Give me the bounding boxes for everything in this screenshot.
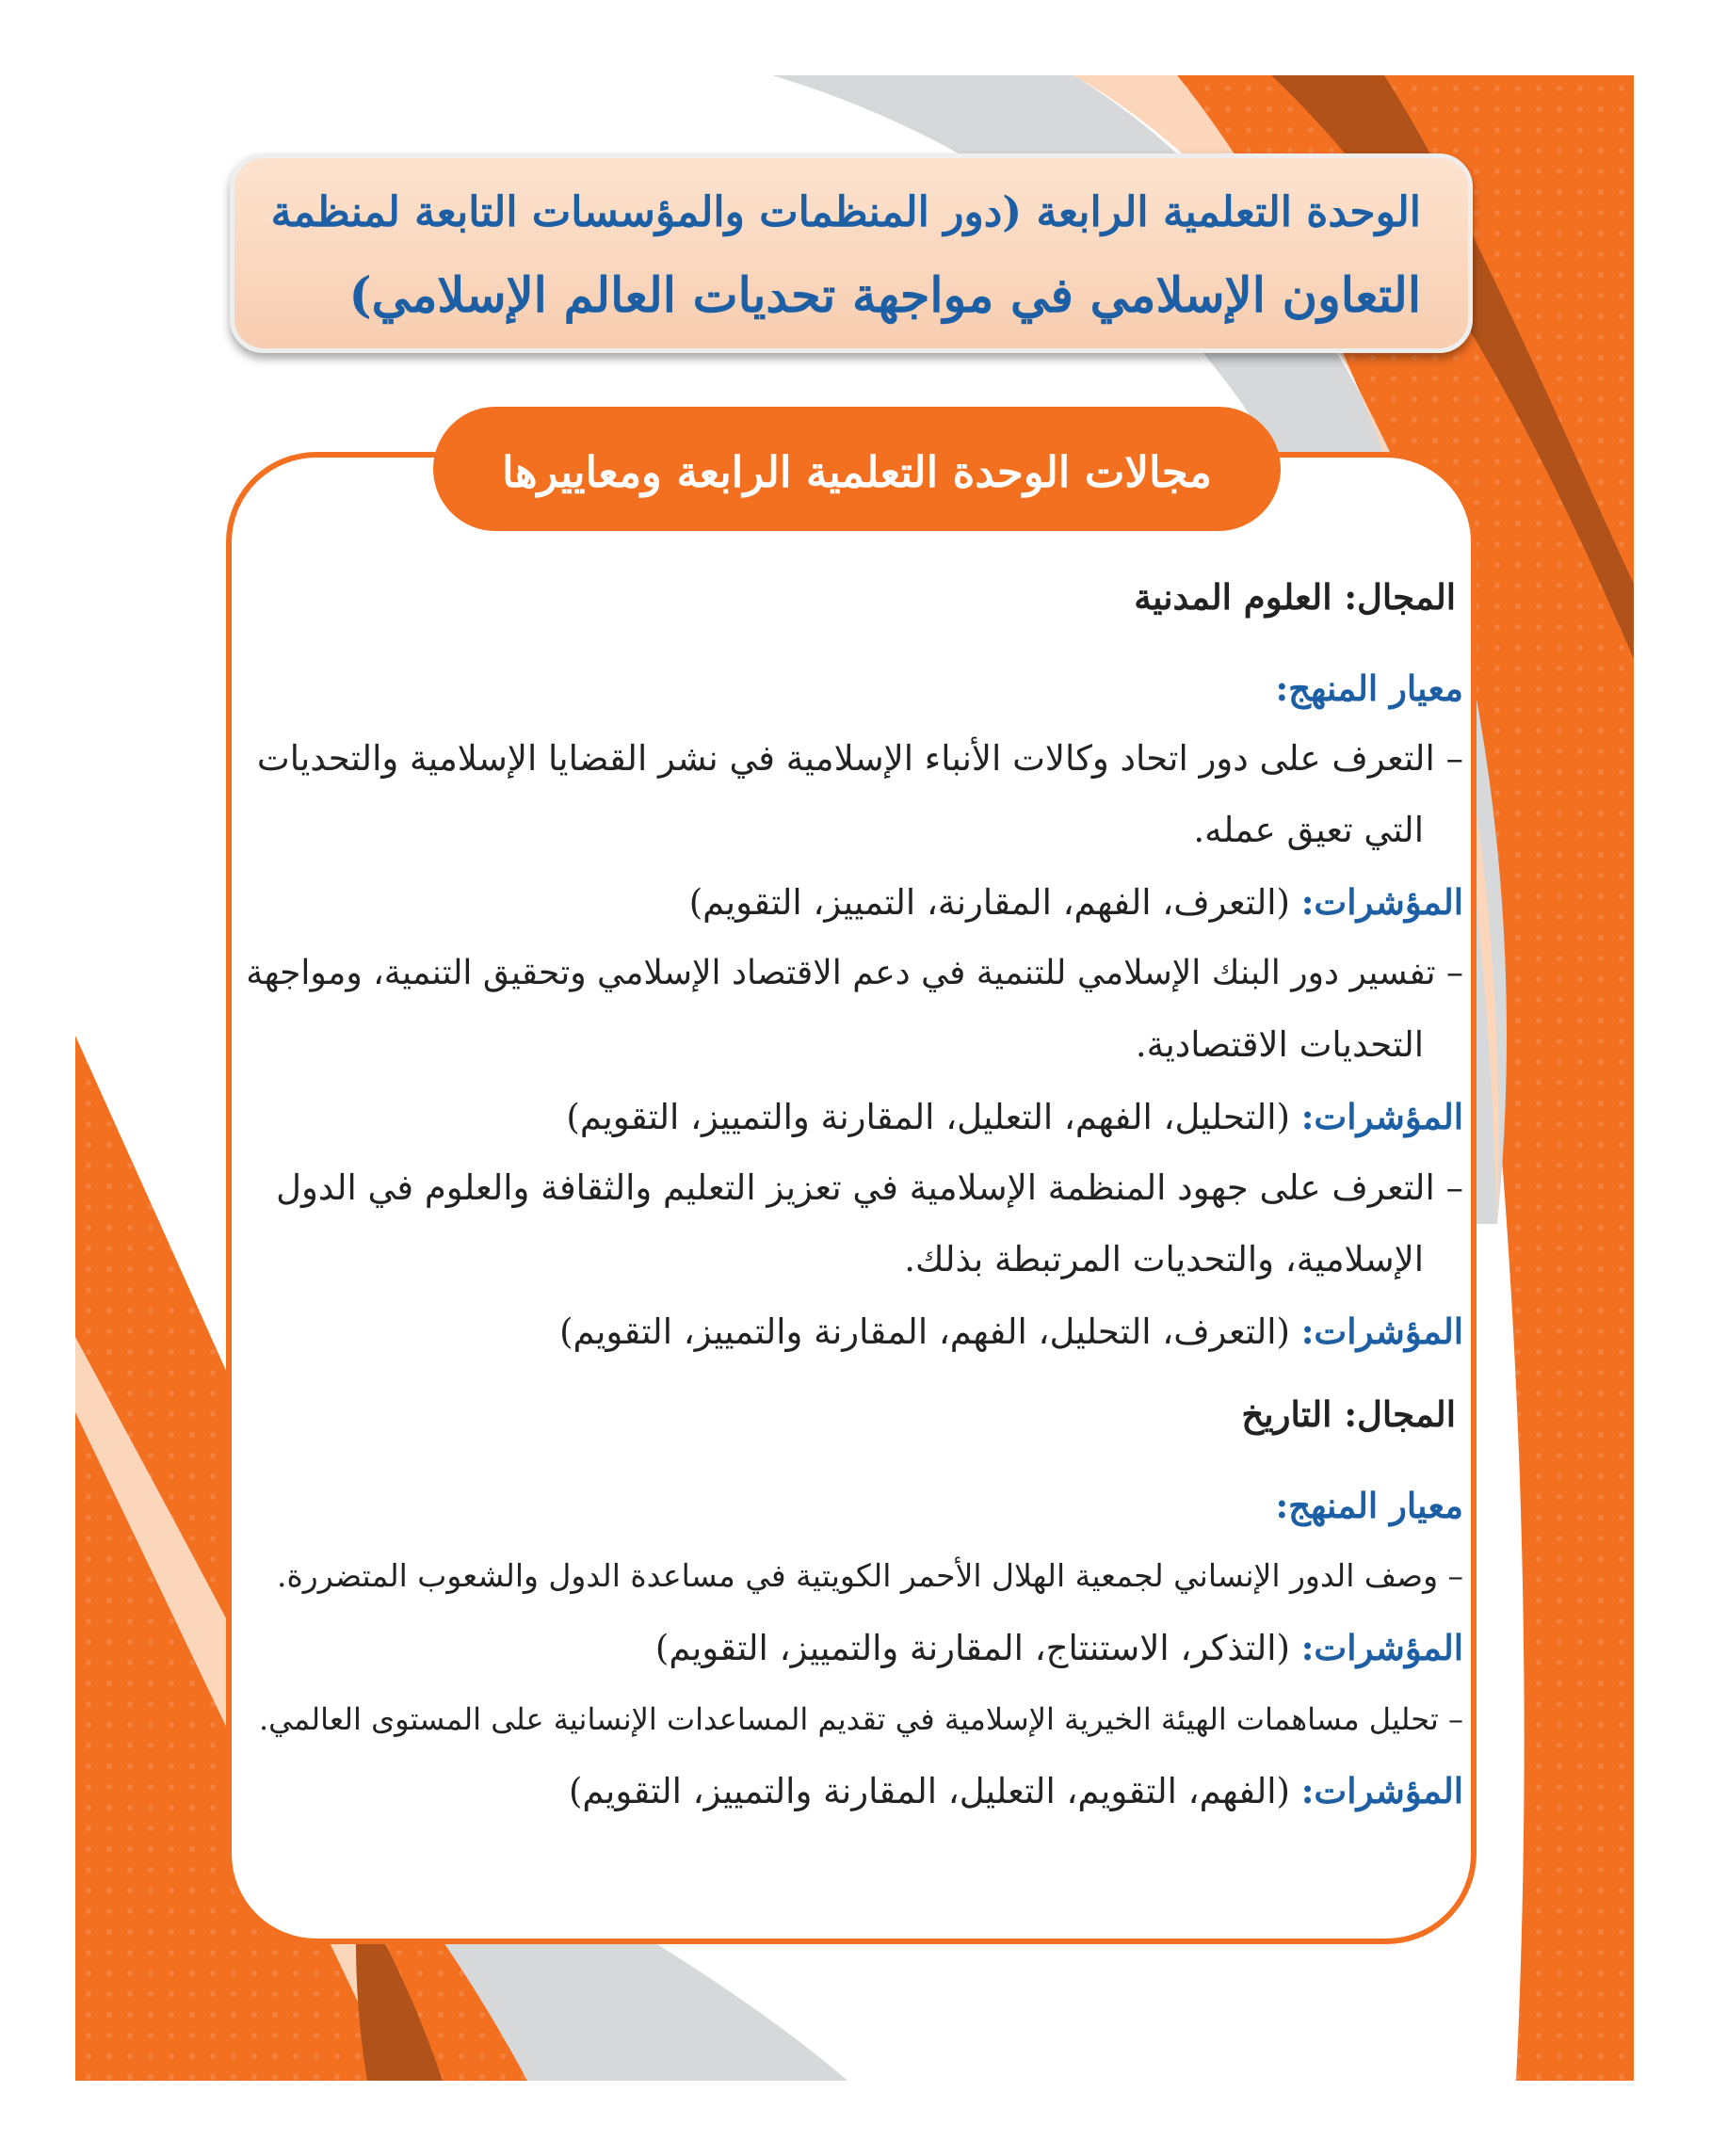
indicators-line [247,1612,1463,1683]
criterion-line: التي تعيق عمله. [1193,810,1424,850]
criterion-line: – تحليل مساهمات الهيئة الخيرية الإسلامية في تقديم المساعدات الإنسانية على المستوى العالمي. [259,1701,1463,1737]
indicators-line [247,866,1463,938]
criterion-line: – التعرف على دور اتحاد وكالات الأنباء الإسلامية في نشر القضايا الإسلامية والتحديات [256,738,1463,779]
indicators-values: (التذكر، الاستنتاج، المقارنة والتمييز، التقويم) [654,1628,1290,1668]
criterion-line: – التعرف على جهود المنظمة الإسلامية في تعزيز التعليم والثقافة والعلوم في الدول [276,1167,1463,1208]
indicators-label: المؤشرات: [1300,1096,1463,1137]
indicators-values: (الفهم، التقويم، التعليل، المقارنة والتمييز، التقويم) [568,1771,1290,1811]
standards-body [247,563,1463,1826]
unit-title-line-2: التعاون الإسلامي في مواجهة تحديات العالم الإسلامي) [348,267,1421,324]
unit-title-line-1: الوحدة التعلمية الرابعة (دور المنظمات والمؤسسات التابعة لمنظمة [270,188,1421,236]
criterion-label: معيار المنهج: [1275,668,1463,709]
criterion-line: الإسلامية، والتحديات المرتبطة بذلك. [904,1239,1424,1279]
indicators-line [247,1755,1463,1826]
criterion-line: – تفسير دور البنك الإسلامي للتنمية في دعم الاقتصاد الإسلامي وتحقيق التنمية، ومواجهة [246,954,1463,992]
indicators-label: المؤشرات: [1300,881,1463,923]
criterion-label: معيار المنهج: [1275,1485,1463,1526]
domain-title: المجال: التاريخ [1241,1393,1456,1435]
unit-title-box [230,153,1473,353]
indicators-values: (التحليل، الفهم، التعليل، المقارنة والتمييز، التقويم) [566,1097,1290,1137]
indicators-line [247,1295,1463,1367]
indicators-values: (التعرف، التحليل، الفهم، المقارنة والتمييز، التقويم) [559,1311,1290,1352]
domain-title: المجال: العلوم المدنية [1134,576,1456,618]
indicators-label: المؤشرات: [1300,1770,1463,1811]
criterion-line: – وصف الدور الإنساني لجمعية الهلال الأحمر الكويتية في مساعدة الدول والشعوب المتضررة. [277,1557,1463,1594]
section-heading-pill [433,407,1281,531]
indicators-label: المؤشرات: [1300,1311,1463,1352]
indicators-values: (التعرف، الفهم، المقارنة، التمييز، التقويم) [688,882,1290,923]
indicators-label: المؤشرات: [1300,1627,1463,1668]
section-heading: مجالات الوحدة التعلمية الرابعة ومعاييرها [502,446,1212,497]
indicators-line [247,1081,1463,1152]
criterion-line: التحديات الاقتصادية. [1135,1024,1424,1065]
